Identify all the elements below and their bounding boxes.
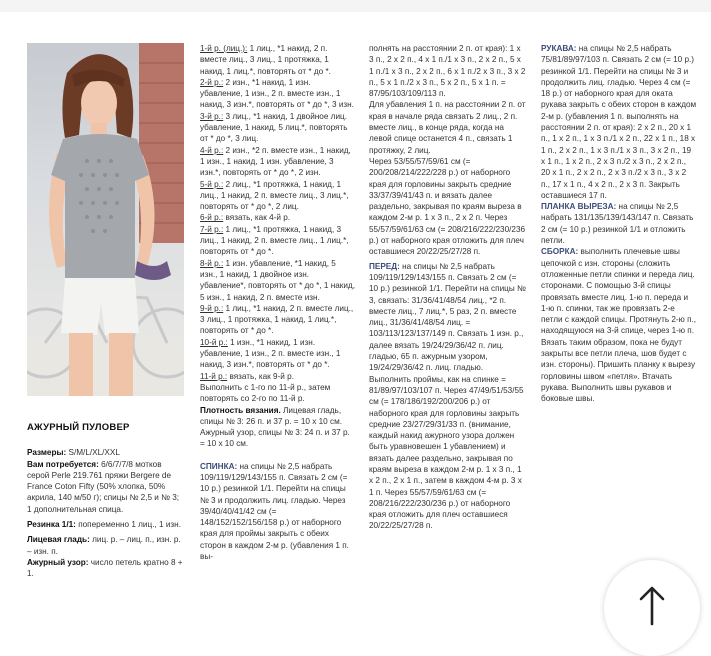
intro-column bbox=[27, 422, 185, 580]
top-strip bbox=[0, 0, 711, 12]
row-1: 1-й р. (лиц.): 1 лиц., *1 накид, 2 п. вместе лиц., 3 лиц., 1 протяжка, 1 накид, 1 лиц.*, повторять от * до *. bbox=[200, 44, 331, 76]
row-6: 6-й р.: вязать, как 4-й р. bbox=[200, 213, 291, 223]
pattern-title: АЖУРНЫЙ ПУЛОВЕР bbox=[27, 422, 130, 433]
rib-line: Резинка 1/1: попеременно 1 лиц., 1 изн. bbox=[27, 520, 181, 530]
decrease-note: Для убавления 1 п. на расстоянии 2 п. от края в начале ряда связать 2 лиц., 2 п. вместе лиц., в конце ряда, когда на левой спице останется 4 п., связать 1 протяжку, 2 лиц. bbox=[369, 100, 526, 155]
row-10: 10-й р.: 1 изн., *1 накид, 1 изн. убавление, 1 изн., 2 п. вместе изн., 1 накид, 3 изн.*, повторять от * до *. bbox=[200, 337, 341, 370]
row-2: 2-й р.: 2 изн., *1 накид, 1 изн. убавление, 1 изн., 2 п. вместе изн., 1 накид, 3 изн.*, повторять от * до *, 3 изн. bbox=[200, 77, 354, 110]
back-continued: полнять на расстоянии 2 п. от края): 1 x 3 п., 2 x 2 п., 4 x 1 п./1 x 3 п., 2 x 2 п., 5 x 1 п./1 x 3 п., 2 x 2 п., 6 x 1 п./2 x 3 п., 3 x 2 п., 5 x 1 п./2 x 3 п., 5 x 2 п., 5 x 1 п. = 87/95/103/109/113 п. bbox=[369, 44, 526, 99]
sleeves-assembly-column bbox=[541, 43, 697, 405]
front-section: ПЕРЕД: на спицы № 2,5 набрать 109/119/129/143/155 п. Связать 2 см (= 10 р.) резинкой 1/1. Перейти на спицы № 3, связать: 31/36/41/48/54 лиц., *2 п. вместе лиц., 7 лиц.*, 5 раз, 2 п. вместе лиц., 31/36/41/48/54 лиц. = 103/113/123/137/149 п. Связать 1 изн. р., далее вязать 19/24/29/36/42 п. лиц. гладью, 65 п. ажурным узором, 19/24/29/36/42 п. лиц. гладью. Выполнить проймы, как на спинке = 81/89/97/103/107 п. Через 47/49/51/53/55 см (= 178/186/192/200/206 р.) от наборного края для горловины закрыть средние 23/27/29/31/33 п. (внимание, каждый накид ажурного узора должен быть уравновешен 1 убавлением) и вязать далее раздельно, закрывая по краям выреза в каждом 2-м р. 1 x 3 п., 1 x 2 п., 2 x 1 п., затем в каждом 4-м р. 3 x 1 п. Через 55/57/59/61/63 см (= 208/216/222/230/236 р.) от наборного края отложить для плеч оставшиеся 20/22/25/27/28 п. bbox=[369, 261, 526, 531]
sleeves-section: РУКАВА: на спицы № 2,5 набрать 75/81/89/97/103 п. Связать 2 см (= 10 р.) резинкой 1/1. Перейти на спицы № 3 и продолжить лиц. гладью. Через 4 см (= 18 р.) от наборного края для оката рукава закрыть с обеих сторон в каждом 2-м р. (убавления 1 п. выполнять на расстоянии 2 п. от края): 2 x 2 п., 20 x 1 п., 1 x 2 п., 1 x 3 п./1 x 2 п., 22 x 1 п., 18 x 1 п., 2 x 2 п., 1 x 3 п./1 x 3 п., 3 x 2 п., 19 x 1 п., 1 x 2 п., 2 x 3 п./2 x 3 п., 2 x 2 п., 20 x 1 п., 2 x 2 п., 2 x 3 п./2 x 3 п., 3 x 2 п., 17 x 1 п., 4 x 2 п., 2 x 3 п. Закрыть оставшиеся 17 п. bbox=[541, 44, 697, 200]
density-line: Плотность вязания. Лицевая гладь, спицы № 3: 26 п. и 37 р. = 10 x 10 см. Ажурный узор, спицы № 3: 24 п. и 37 р. = 10 x 10 см. bbox=[200, 405, 350, 449]
neckband-section: ПЛАНКА ВЫРЕЗА: на спицы № 2,5 набрать 131/135/139/143/147 п. Связать 2 см (= 10 р.) резинкой 1/1 и отложить петли. bbox=[541, 202, 694, 246]
lace-rows-column bbox=[200, 43, 355, 562]
model-illustration bbox=[27, 43, 184, 396]
row-3: 3-й р.: 3 лиц., *1 накид, 1 двойное лиц. убавление, 1 накид, 5 лиц.*, повторять от * до *, 3 лиц. bbox=[200, 111, 348, 144]
neckline-back: Через 53/55/57/59/61 см (= 200/208/214/222/228 р.) от наборного края для горловины закрыть средние 33/37/39/41/43 п. и вязать далее раздельно, закрывая по краям выреза в каждом 2-м р. 1 x 3 п., 2 x 2 п. Через 55/57/59/61/63 см (= 208/216/222/230/236 р.) от наборного края отложить для плеч оставшиеся 20/22/25/27/28 п. bbox=[369, 156, 526, 257]
materials-line: Вам потребуется: 6/6/7/7/8 мотков серой Perle 219.761 пряжи Bergere de France Coton Fifty (50% хлопка, 50% акрила, 140 м/50 г); спицы № 2,5 и № 3; 1 дополнительная спица. bbox=[27, 459, 180, 514]
arrow-up-icon bbox=[638, 586, 666, 626]
row-4: 4-й р.: 2 изн., *2 п. вместе изн., 1 накид, 1 изн., 1 накид, 1 изн. убавление, 3 изн.*, повторять от * до *, 2 изн. bbox=[200, 145, 351, 178]
row-9: 9-й р.: 1 лиц., *1 накид, 2 п. вместе лиц., 3 лиц., 1 протяжка, 1 накид, 1 лиц.*, повторять от * до *. bbox=[200, 303, 354, 336]
model-photo bbox=[27, 43, 184, 396]
row-11: 11-й р.: вязать, как 9-й р. bbox=[200, 371, 294, 381]
sizes-line: Размеры: S/M/L/XL/XXL bbox=[27, 448, 120, 458]
row-8: 8-й р.: 1 изн. убавление, *1 накид, 5 изн., 1 накид, 1 двойное изн. убавление*, повторять от * до *, 1 накид, 5 изн., 1 накид, 2 п. вместе изн. bbox=[200, 258, 355, 302]
repeat-note: Выполнить с 1-го по 11-й р., затем повторять со 2-го по 11-й р. bbox=[200, 382, 331, 404]
row-5: 5-й р.: 2 лиц., *1 протяжка, 1 накид, 1 лиц., 1 накид, 2 п. вместе лиц., 3 лиц.*, повторять от * до *, 2 лиц. bbox=[200, 179, 349, 212]
lace-line: Ажурный узор: число петель кратно 8 + 1. bbox=[27, 557, 183, 579]
assembly-section: СБОРКА: выполнить плечевые швы цепочкой с изн. стороны (сложить отложенные петли спинки и переда лиц. сторонами. С помощью 3-й спицы провязать вместе лиц. 1-ю п. переда и 1-ю п. спинки, так же провязать 2-е петли с каждой спицы. Протянуть 2-ю п., находящуюся на 3-й спице, через 1-ю п. Вязать таким образом, пока не будут закрыты все петли плеча, шов будет с изн. стороны). Пришить планку к вырезу горловины швом «петля». Втачать рукава. Выполнить швы рукавов и боковые швы. bbox=[541, 247, 697, 404]
scroll-top-button[interactable] bbox=[604, 560, 700, 656]
stockinette-line: Лицевая гладь: лиц. р. – лиц. п., изн. р. – изн. п. bbox=[27, 535, 181, 556]
row-7: 7-й р.: 1 лиц., *1 протяжка, 1 накид, 3 лиц., 1 накид, 2 п. вместе лиц., 1 лиц.*, повторять от * до *. bbox=[200, 224, 349, 257]
back-section: СПИНКА: на спицы № 2,5 набрать 109/119/129/143/155 п. Связать 2 см (= 10 р.) резинкой 1/1. Перейти на спицы № 3 и продолжить лиц. гладью. Через 39/40/40/41/42 см (= 148/152/152/156/158 р.) от наборного края для проймы закрыть с обеих сторон в каждом 2-м р. (убавления 1 п. вы- bbox=[200, 461, 349, 562]
back-front-column bbox=[369, 43, 526, 532]
